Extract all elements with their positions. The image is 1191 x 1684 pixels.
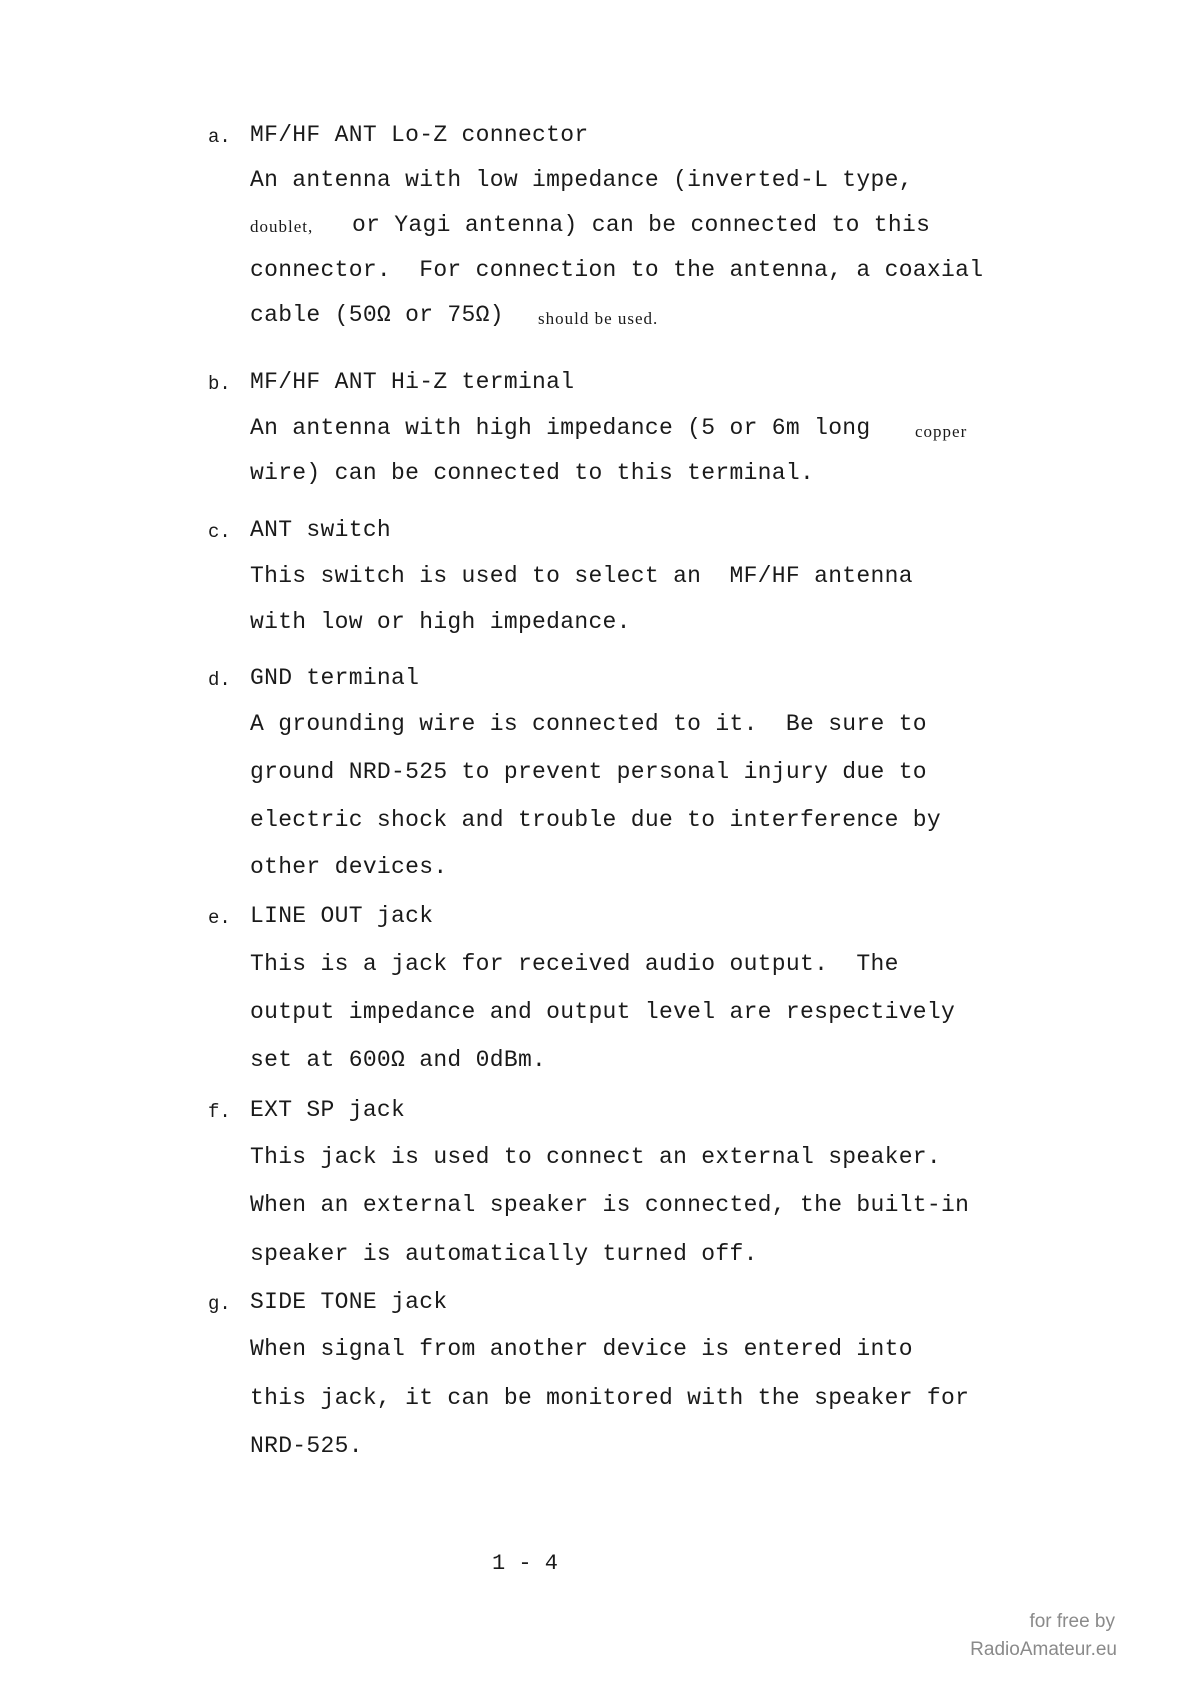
item-e-marker: e.	[208, 907, 231, 929]
item-g-line-1: When signal from another device is entered into	[250, 1336, 913, 1362]
page-number: 1 - 4	[492, 1551, 559, 1576]
item-f-line-1: This jack is used to connect an external speaker.	[250, 1144, 942, 1170]
item-d-line-1: A grounding wire is connected to it. Be sure to	[250, 711, 927, 737]
item-g-line-2: this jack, it can be monitored with the speaker for	[250, 1385, 970, 1411]
item-g-marker: g.	[208, 1293, 231, 1315]
item-a-line-4: cable (50Ω or 75Ω)	[250, 302, 504, 328]
item-a-line-2: or Yagi antenna) can be connected to this	[352, 212, 931, 238]
item-b-title: MF/HF ANT Hi-Z terminal	[250, 369, 575, 395]
item-a-line-1: An antenna with low impedance (inverted-L type,	[250, 167, 913, 193]
item-f-line-3: speaker is automatically turned off.	[250, 1241, 758, 1267]
item-d-title: GND terminal	[250, 665, 420, 691]
item-a-title: MF/HF ANT Lo-Z connector	[250, 122, 589, 148]
item-b-line-2: wire) can be connected to this terminal.	[250, 460, 815, 486]
item-b-marker: b.	[208, 373, 231, 395]
item-f-marker: f.	[208, 1101, 231, 1123]
watermark-line-1: for free by	[1029, 1611, 1115, 1632]
item-b-small-copper: copper	[915, 422, 968, 441]
item-c-line-2: with low or high impedance.	[250, 609, 631, 635]
item-f-title: EXT SP jack	[250, 1097, 406, 1123]
item-d-line-2: ground NRD-525 to prevent personal injury due to	[250, 759, 927, 785]
item-c-line-1: This switch is used to select an MF/HF antenna	[250, 563, 913, 589]
item-e-line-2: output impedance and output level are respectively	[250, 999, 956, 1025]
item-g-title: SIDE TONE jack	[250, 1289, 448, 1315]
item-b-line-1: An antenna with high impedance (5 or 6m long	[250, 415, 871, 441]
item-g-line-3: NRD-525.	[250, 1433, 363, 1459]
item-f-line-2: When an external speaker is connected, the built-in	[250, 1192, 970, 1218]
item-e-title: LINE OUT jack	[250, 903, 434, 929]
item-d-line-4: other devices.	[250, 854, 448, 880]
item-d-line-3: electric shock and trouble due to interference by	[250, 807, 942, 833]
item-a-line-3: connector. For connection to the antenna, a coaxial	[250, 257, 984, 283]
item-a-small-doublet: doublet,	[250, 217, 314, 236]
item-e-line-1: This is a jack for received audio output. The	[250, 951, 899, 977]
item-d-marker: d.	[208, 669, 231, 691]
item-e-line-3: set at 600Ω and 0dBm.	[250, 1047, 547, 1073]
item-a-small-should-be-used: should be used.	[538, 309, 659, 328]
watermark-line-2: RadioAmateur.eu	[970, 1639, 1117, 1660]
item-c-marker: c.	[208, 521, 231, 543]
item-a-marker: a.	[208, 126, 231, 148]
item-c-title: ANT switch	[250, 517, 392, 543]
